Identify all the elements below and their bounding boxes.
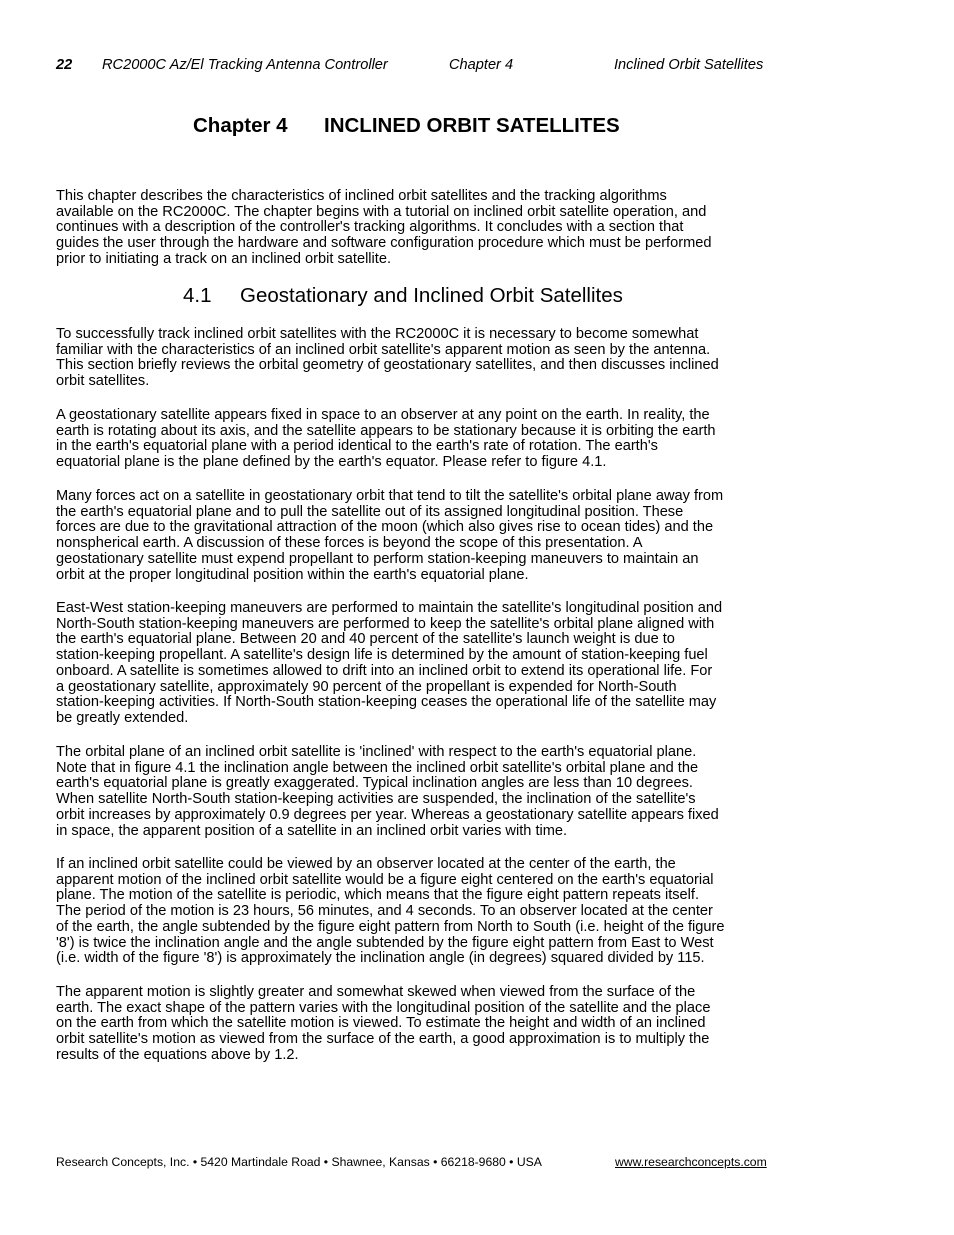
- text-line: A geostationary satellite appears fixed in space to an observer at any point on the earth. In reality, the: [56, 407, 710, 423]
- text-line: If an inclined orbit satellite could be viewed by an observer located at the center of the earth, the: [56, 856, 676, 872]
- section-heading: [183, 284, 623, 308]
- company-address: Research Concepts, Inc. • 5420 Martindale Road • Shawnee, Kansas • 66218-9680 • USA: [56, 1155, 542, 1169]
- text-line: To successfully track inclined orbit satellites with the RC2000C it is necessary to become somewhat: [56, 326, 699, 342]
- text-line: The orbital plane of an inclined orbit satellite is 'inclined' with respect to the earth's equatorial plane.: [56, 744, 697, 760]
- text-line: This section briefly reviews the orbital geometry of geostationary satellites, and then discusses inclined: [56, 357, 719, 374]
- text-line: the earth's equatorial plane and to pull the satellite out of its assigned longitudinal position. These: [56, 503, 684, 520]
- text-line: orbit increases by approximately 0.9 degrees per year. Whereas a geostationary satellite appears fixed: [56, 806, 719, 823]
- text-line: apparent motion of the inclined orbit satellite would be a figure eight centered on the earth's equatorial: [56, 871, 714, 888]
- header-section: Inclined Orbit Satellites: [614, 57, 764, 73]
- body-paragraph: [56, 327, 776, 390]
- website-link[interactable]: www.researchconcepts.com: [615, 1155, 767, 1169]
- page-number: 22: [56, 57, 73, 73]
- text-line: equatorial plane is the plane defined by the earth's equator. Please refer to figure 4.1.: [56, 454, 607, 471]
- text-line: results of the equations above by 1.2.: [56, 1046, 299, 1063]
- body-paragraph: [56, 857, 776, 967]
- text-line: forces are due to the gravitational attraction of the moon (which also gives rise to ocean tides) and the: [56, 519, 714, 536]
- text-line: nonspherical earth. A discussion of these forces is beyond the scope of this presentation. A: [56, 535, 643, 552]
- page-header: [56, 57, 856, 75]
- text-line: earth. The exact shape of the pattern varies with the longitudinal position of the satellite and the place: [56, 999, 711, 1016]
- text-line: Many forces act on a satellite in geostationary orbit that tend to tilt the satellite's orbital plane away from: [56, 488, 724, 504]
- body-paragraph: [56, 985, 776, 1064]
- text-line: North-South station-keeping maneuvers are performed to keep the satellite's orbital plane aligned with: [56, 615, 715, 632]
- text-line: station-keeping activities. If North-South station-keeping ceases the operational life of the satellite may: [56, 694, 717, 711]
- text-line: of the earth, the angle subtended by the figure eight pattern from North to South (i.e. height of the figure: [56, 918, 725, 935]
- text-line: station-keeping propellant. A satellite's design life is determined by the amount of station-keeping fuel: [56, 647, 708, 664]
- text-line: earth's equatorial plane is greatly exaggerated. Typical inclination angles are less than 10 degrees.: [56, 775, 693, 792]
- text-line: a geostationary satellite, approximately 90 percent of the propellant is expended for North-South: [56, 678, 677, 695]
- body-paragraph: [56, 489, 776, 583]
- text-line: East-West station-keeping maneuvers are performed to maintain the satellite's longitudinal position and: [56, 600, 723, 616]
- document-title: RC2000C Az/El Tracking Antenna Controller: [102, 57, 388, 73]
- text-line: This chapter describes the characteristics of inclined orbit satellites and the tracking algorithms: [56, 188, 667, 204]
- text-line: The apparent motion is slightly greater and somewhat skewed when viewed from the surface of the: [56, 984, 696, 1000]
- text-line: in the earth's equatorial plane with a period identical to the earth's rate of rotation. The earth's: [56, 438, 658, 455]
- text-line: geostationary satellite must expend propellant to perform station-keeping maneuvers to maintain an: [56, 550, 699, 567]
- text-line: '8') is twice the inclination angle and the angle subtended by the figure eight pattern from East to West: [56, 934, 714, 951]
- text-line: orbit satellite's motion as viewed from the surface of the earth, a good approximation is to multiply the: [56, 1031, 710, 1048]
- body-paragraph: [56, 601, 776, 727]
- chapter-title-text: INCLINED ORBIT SATELLITES: [324, 114, 620, 137]
- text-line: Note that in figure 4.1 the inclination angle between the inclined orbit satellite's orbital plane and the: [56, 759, 699, 776]
- text-line: the earth's equatorial plane. Between 20 and 40 percent of the satellite's launch weight is due to: [56, 631, 675, 648]
- text-line: continues with a description of the controller's tracking algorithms. It concludes with a section that: [56, 219, 684, 236]
- body-paragraph: [56, 408, 776, 471]
- text-line: familiar with the characteristics of an inclined orbit satellite's apparent motion as seen by the antenna.: [56, 341, 711, 358]
- intro-paragraph: [56, 189, 776, 268]
- text-line: guides the user through the hardware and software configuration procedure which must be performed: [56, 235, 712, 252]
- header-chapter: Chapter 4: [449, 57, 514, 73]
- section-title-text: Geostationary and Inclined Orbit Satellites: [240, 284, 623, 307]
- text-line: The period of the motion is 23 hours, 56 minutes, and 4 seconds. To an observer located at the center: [56, 903, 713, 920]
- text-line: in space, the apparent position of a satellite in an inclined orbit varies with time.: [56, 822, 568, 839]
- text-line: (i.e. width of the figure '8') is approximately the inclination angle (in degrees) squared divided by 115.: [56, 950, 705, 967]
- text-line: prior to initiating a track on an inclined orbit satellite.: [56, 250, 392, 267]
- text-line: When satellite North-South station-keeping activities are suspended, the inclination of the satellite's: [56, 791, 696, 808]
- body-paragraph: [56, 745, 776, 839]
- text-line: earth is rotating about its axis, and the satellite appears to be stationary because it is orbiting the earth: [56, 422, 716, 439]
- chapter-label: Chapter 4: [193, 114, 288, 137]
- section-number: 4.1: [183, 284, 212, 307]
- text-line: be greatly extended.: [56, 709, 189, 726]
- text-line: plane. The motion of the satellite is periodic, which means that the figure eight pattern repeats itself.: [56, 887, 700, 904]
- text-line: on the earth from which the satellite motion is viewed. To estimate the height and width of an inclined: [56, 1015, 706, 1032]
- chapter-heading: [193, 114, 620, 138]
- text-line: onboard. A satellite is sometimes allowed to drift into an inclined orbit to extend its operational life. For: [56, 662, 713, 679]
- text-line: orbit at the proper longitudinal position within the earth's equatorial plane.: [56, 566, 529, 583]
- text-line: available on the RC2000C. The chapter begins with a tutorial on inclined orbit satellite operation, and: [56, 203, 707, 220]
- text-line: orbit satellites.: [56, 373, 150, 390]
